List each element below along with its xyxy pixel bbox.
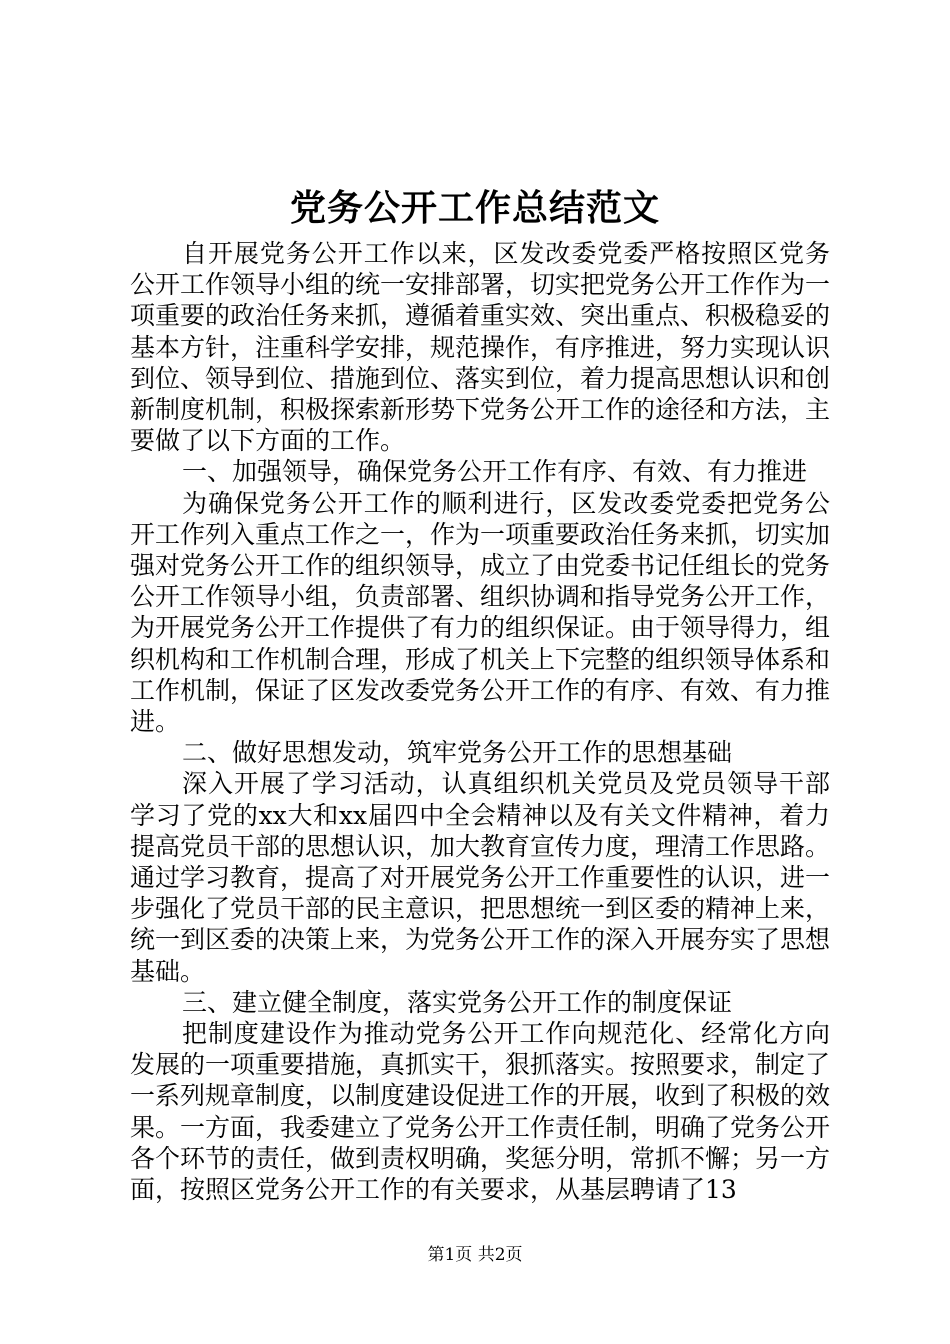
paragraph-section-2: 深入开展了学习活动，认真组织机关党员及党员领导干部学习了党的xx大和xx届四中全会精神以及有关文件精神，着力提高党员干部的思想认识，加大教育宣传力度，理清工作思路。通过学习教育，提高了对开展党务公开工作重要性的认识，进一步强化了党员干部的民主意识，把思想统一到区委的精神上来，统一到区委的决策上来，为党务公开工作的深入开展夯实了思想基础。 [130, 769, 831, 986]
page-number-footer: 第1页 共2页 [427, 1245, 523, 1265]
section-heading-2: 二、做好思想发动，筑牢党务公开工作的思想基础 [182, 738, 733, 768]
document-body [130, 238, 830, 1205]
paragraph-section-3: 把制度建设作为推动党务公开工作向规范化、经常化方向发展的一项重要措施，真抓实干，狠抓落实。按照要求，制定了一系列规章制度，以制度建设促进工作的开展，收到了积极的效果。一方面，我委建立了党务公开工作责任制，明确了党务公开各个环节的责任，做到责权明确，奖惩分明，常抓不懈；另一方面，按照区党务公开工作的有关要求，从基层聘请了13 [130, 1019, 831, 1205]
paragraph-intro: 自开展党务公开工作以来，区发改委党委严格按照区党务公开工作领导小组的统一安排部署，切实把党务公开工作作为一项重要的政治任务来抓，遵循着重实效、突出重点、积极稳妥的基本方针，注重科学安排，规范操作，有序推进，努力实现认识到位、领导到位、措施到位、落实到位，着力提高思想认识和创新制度机制，积极探索新形势下党务公开工作的途径和方法，主要做了以下方面的工作。 [130, 239, 831, 456]
section-heading-1: 一、加强领导，确保党务公开工作有序、有效、有力推进 [182, 457, 808, 487]
document-title: 党务公开工作总结范文 [289, 187, 660, 229]
paragraph-section-1: 为确保党务公开工作的顺利进行，区发改委党委把党务公开工作列入重点工作之一，作为一项重要政治任务来抓，切实加强对党务公开工作的组织领导，成立了由党委书记任组长的党务公开工作领导小组，负责部署、组织协调和指导党务公开工作，为开展党务公开工作提供了有力的组织保证。由于领导得力，组织机构和工作机制合理，形成了机关上下完整的组织领导体系和工作机制，保证了区发改委党务公开工作的有序、有效、有力推进。 [130, 488, 831, 737]
section-heading-3: 三、建立健全制度，落实党务公开工作的制度保证 [182, 987, 733, 1017]
